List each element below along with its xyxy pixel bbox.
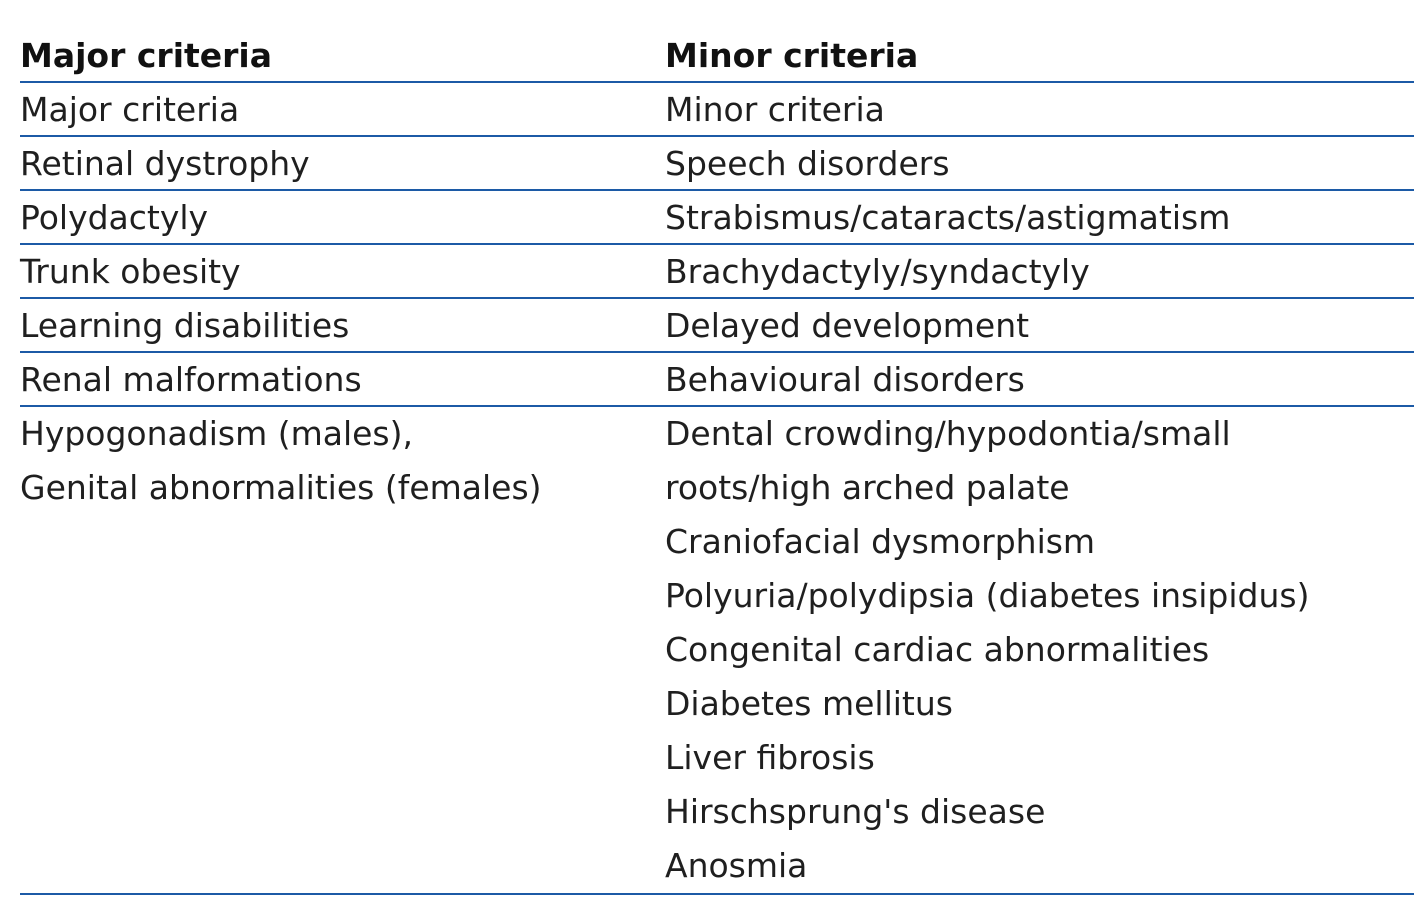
minor-cell: Behavioural disorders bbox=[665, 360, 1025, 399]
minor-line: Dental crowding/hypodontia/small bbox=[665, 414, 1231, 453]
major-cell: Renal malformations bbox=[20, 360, 362, 399]
minor-line: Craniofacial dysmorphism bbox=[665, 522, 1096, 561]
minor-cell-multiline bbox=[665, 407, 1414, 893]
table-row-last bbox=[20, 407, 1414, 895]
major-cell: Trunk obesity bbox=[20, 252, 241, 291]
minor-line: roots/high arched palate bbox=[665, 468, 1070, 507]
minor-cell: Brachydactyly/syndactyly bbox=[665, 252, 1090, 291]
minor-cell: Delayed development bbox=[665, 306, 1030, 345]
table-header-row bbox=[20, 28, 1414, 83]
major-cell: Major criteria bbox=[20, 90, 240, 129]
major-cell: Polydactyly bbox=[20, 198, 209, 237]
table-row bbox=[20, 353, 1414, 407]
minor-line: Hirschsprung's disease bbox=[665, 792, 1046, 831]
major-line: Genital abnormalities (females) bbox=[20, 468, 542, 507]
table-row bbox=[20, 137, 1414, 191]
table-row bbox=[20, 191, 1414, 245]
major-cell: Retinal dystrophy bbox=[20, 144, 310, 183]
header-minor-criteria: Minor criteria bbox=[665, 36, 919, 75]
minor-line: Diabetes mellitus bbox=[665, 684, 953, 723]
table-row bbox=[20, 245, 1414, 299]
major-cell-multiline bbox=[20, 407, 665, 893]
criteria-table bbox=[20, 28, 1414, 895]
minor-cell: Strabismus/cataracts/astigmatism bbox=[665, 198, 1231, 237]
minor-cell: Minor criteria bbox=[665, 90, 885, 129]
minor-line: Polyuria/polydipsia (diabetes insipidus) bbox=[665, 576, 1310, 615]
minor-line: Anosmia bbox=[665, 846, 808, 885]
table-row bbox=[20, 83, 1414, 137]
minor-line: Liver fibrosis bbox=[665, 738, 875, 777]
minor-cell: Speech disorders bbox=[665, 144, 950, 183]
minor-line: Congenital cardiac abnormalities bbox=[665, 630, 1210, 669]
major-cell: Learning disabilities bbox=[20, 306, 350, 345]
major-line: Hypogonadism (males), bbox=[20, 414, 413, 453]
header-major-criteria: Major criteria bbox=[20, 36, 273, 75]
table-row bbox=[20, 299, 1414, 353]
